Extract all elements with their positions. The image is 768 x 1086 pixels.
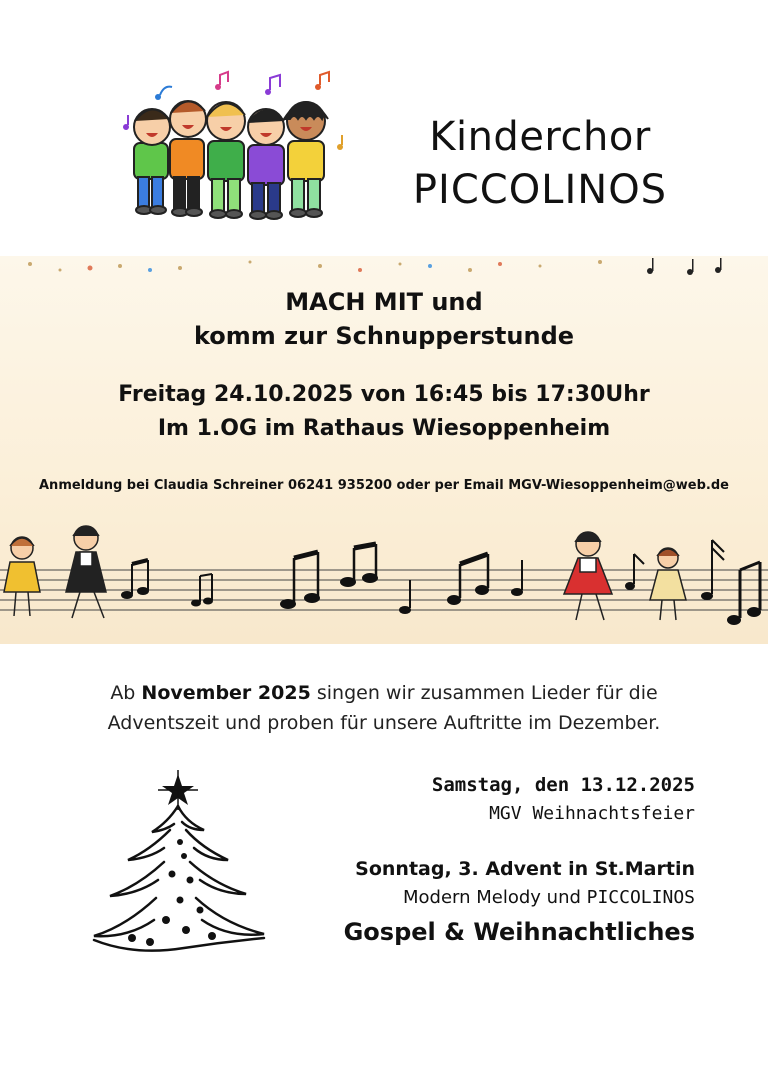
trial-session-date: Freitag 24.10.2025 von 16:45 bis 17:30Uhr — [118, 382, 650, 407]
event-1-description: MGV Weihnachtsfeier — [489, 803, 695, 824]
performer-modern-melody: Modern Melody — [402, 887, 541, 908]
singing-children-illustration — [120, 55, 352, 227]
intro-highlight: November 2025 — [141, 682, 311, 704]
page-title — [360, 112, 720, 218]
trial-session-location: Im 1.OG im Rathaus Wiesoppenheim — [157, 416, 611, 441]
headline-line-1: MACH MIT und — [285, 288, 483, 316]
intro-line-2: Adventszeit und proben für unsere Auftritte im Dezember. — [107, 712, 661, 734]
headline — [0, 285, 768, 353]
performer-piccolinos: PICCOLINOS — [586, 887, 695, 908]
performer-connector: und — [540, 887, 587, 908]
music-notes-strip — [0, 518, 768, 644]
event-2-performers — [300, 884, 695, 912]
event-2-program: Gospel & Weihnachtliches — [343, 918, 695, 946]
event-1-date: Samstag, den 13.12.2025 — [431, 774, 695, 796]
intro-text — [60, 678, 708, 738]
headline-line-2: komm zur Schnupperstunde — [193, 322, 575, 350]
star-icon — [158, 770, 198, 810]
intro-part-1: Ab — [110, 682, 142, 704]
title-line-kinderchor: Kinderchor — [429, 114, 651, 160]
trial-session-info — [0, 378, 768, 446]
dancing-children — [4, 526, 686, 620]
event-2-title: Sonntag, 3. Advent in St.Martin — [355, 858, 695, 880]
intro-part-2: singen wir zusammen Lieder für die — [310, 682, 658, 704]
title-line-piccolinos: PICCOLINOS — [412, 167, 668, 213]
christmas-tree-icon — [92, 770, 272, 970]
registration-contact: Anmeldung bei Claudia Schreiner 06241 935200 oder per Email MGV-Wiesoppenheim@web.de — [39, 478, 729, 493]
upcoming-events — [300, 770, 695, 952]
